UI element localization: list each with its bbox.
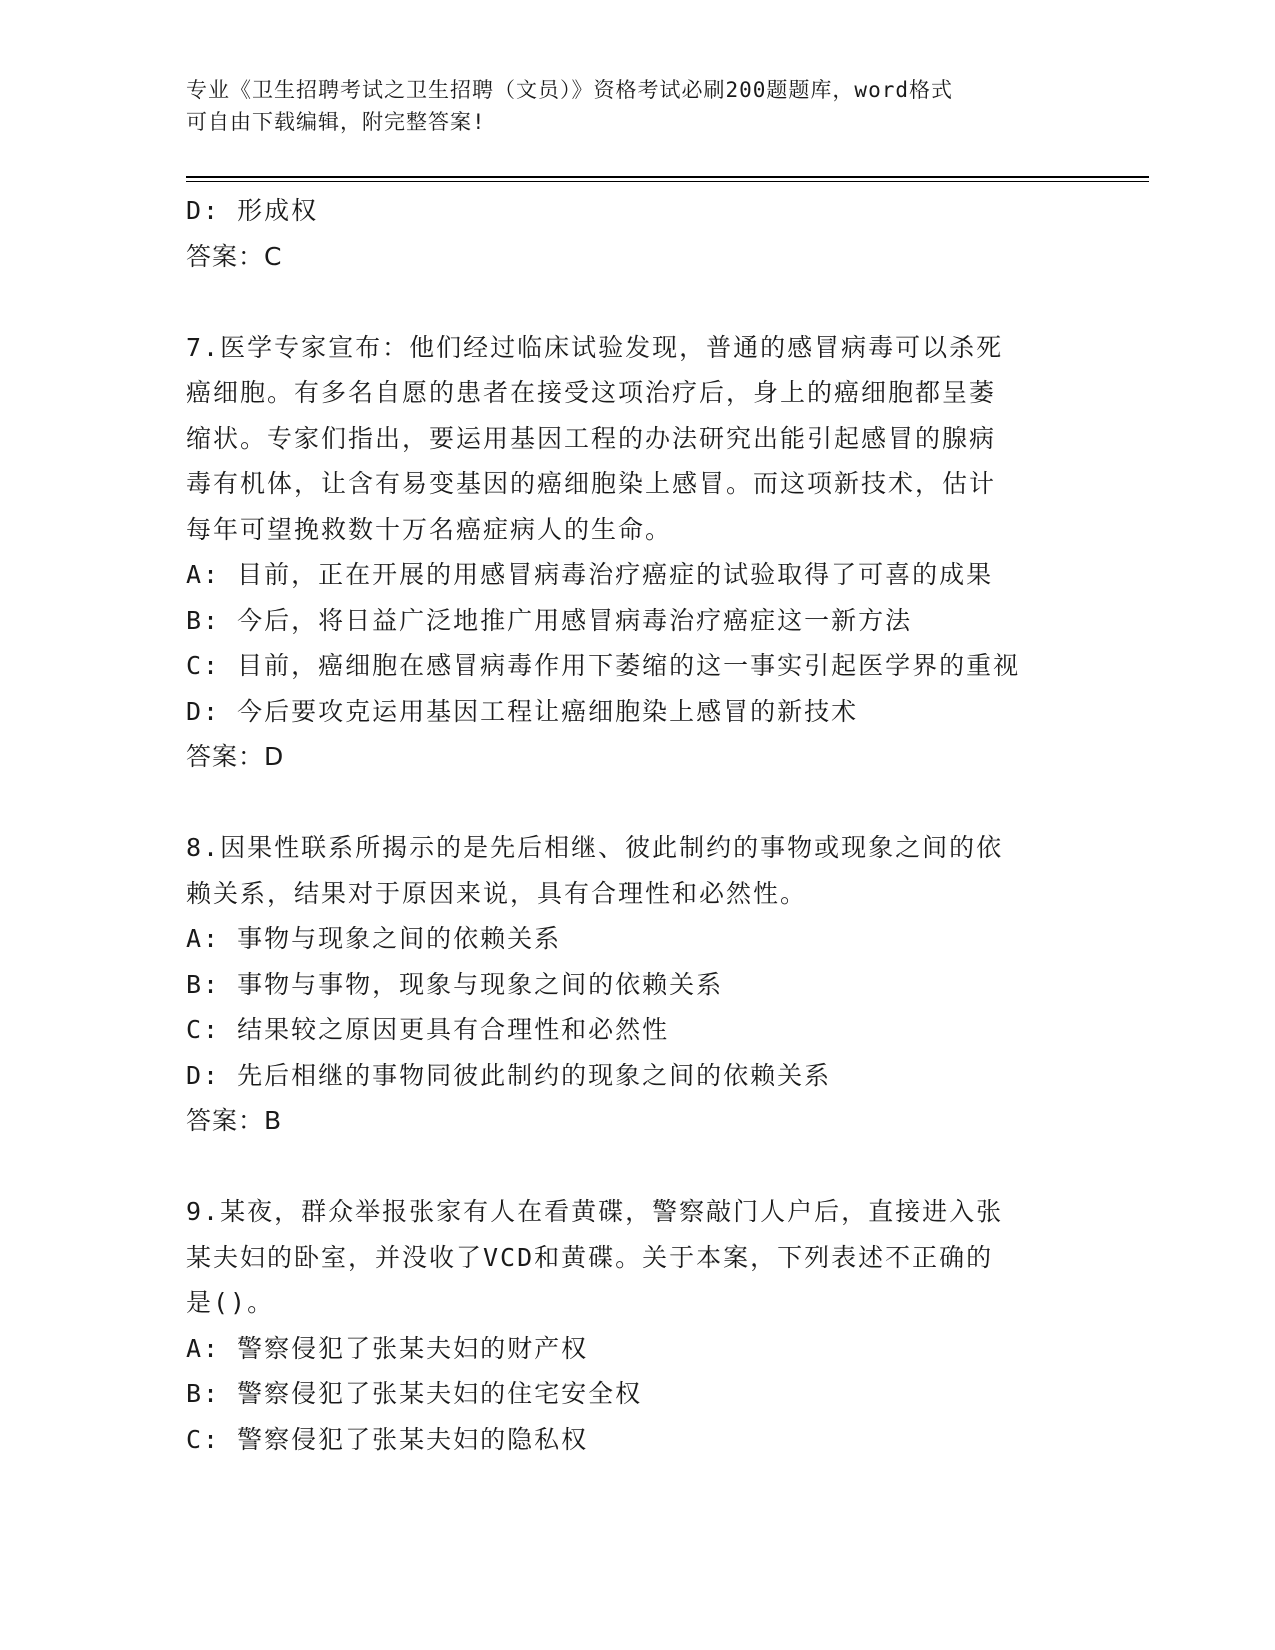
question-stem-line: 癌细胞。有多名自愿的患者在接受这项治疗后，身上的癌细胞都呈萎 xyxy=(186,378,997,407)
option-b: B: 今后，将日益广泛地推广用感冒病毒治疗癌症这一新方法 xyxy=(186,605,913,635)
question-stem-line: 缩状。专家们指出，要运用基因工程的办法研究出能引起感冒的腺病 xyxy=(186,423,997,453)
header-line-2: 可自由下载编辑，附完整答案! xyxy=(186,110,486,134)
option-b: B: 事物与事物，现象与现象之间的依赖关系 xyxy=(186,969,724,999)
question-stem-line: 9.某夜，群众举报张家有人在看黄碟，警察敲门人户后，直接进入张 xyxy=(186,1197,1004,1226)
spacer xyxy=(186,279,1086,325)
option-b: B: 警察侵犯了张某夫妇的住宅安全权 xyxy=(186,1379,643,1408)
header-rule-thin xyxy=(186,181,1149,182)
question-7 xyxy=(186,325,1086,780)
carryover-option-d: D: 形成权 xyxy=(186,196,319,225)
question-stem-line: 毒有机体，让含有易变基因的癌细胞染上感冒。而这项新技术，估计 xyxy=(186,469,997,498)
answer: 答案：D xyxy=(186,742,285,771)
question-stem-line: 8.因果性联系所揭示的是先后相继、彼此制约的事物或现象之间的依 xyxy=(186,833,1004,862)
option-d: D: 今后要攻克运用基因工程让癌细胞染上感冒的新技术 xyxy=(186,696,859,726)
carryover-answer: 答案：C xyxy=(186,241,283,271)
option-c: C: 警察侵犯了张某夫妇的隐私权 xyxy=(186,1424,589,1454)
option-a: A: 目前，正在开展的用感冒病毒治疗癌症的试验取得了可喜的成果 xyxy=(186,560,994,589)
question-stem-line: 是()。 xyxy=(186,1288,275,1317)
option-c: C: 目前，癌细胞在感冒病毒作用下萎缩的这一事实引起医学界的重视 xyxy=(186,651,1021,680)
question-stem-line: 赖关系，结果对于原因来说，具有合理性和必然性。 xyxy=(186,878,808,908)
question-9 xyxy=(186,1189,1086,1462)
header-line-1: 专业《卫生招聘考试之卫生招聘（文员）》资格考试必刷200题题库，word格式 xyxy=(186,78,953,102)
spacer xyxy=(186,1144,1086,1190)
option-d: D: 先后相继的事物同彼此制约的现象之间的依赖关系 xyxy=(186,1060,832,1090)
question-stem-line: 每年可望挽救数十万名癌症病人的生命。 xyxy=(186,514,673,544)
option-a: A: 事物与现象之间的依赖关系 xyxy=(186,924,562,953)
document-body xyxy=(186,188,1086,1462)
question-stem-line: 某夫妇的卧室，并没收了VCD和黄碟。关于本案，下列表述不正确的 xyxy=(186,1242,994,1272)
question-stem-line: 7.医学专家宣布：他们经过临床试验发现，普通的感冒病毒可以杀死 xyxy=(186,332,1004,362)
spacer xyxy=(186,780,1086,826)
answer: 答案：B xyxy=(186,1106,283,1135)
option-a: A: 警察侵犯了张某夫妇的财产权 xyxy=(186,1333,589,1363)
question-8 xyxy=(186,825,1086,1144)
option-c: C: 结果较之原因更具有合理性和必然性 xyxy=(186,1015,670,1044)
document-header xyxy=(186,74,1066,138)
header-rule-thick xyxy=(186,176,1149,178)
